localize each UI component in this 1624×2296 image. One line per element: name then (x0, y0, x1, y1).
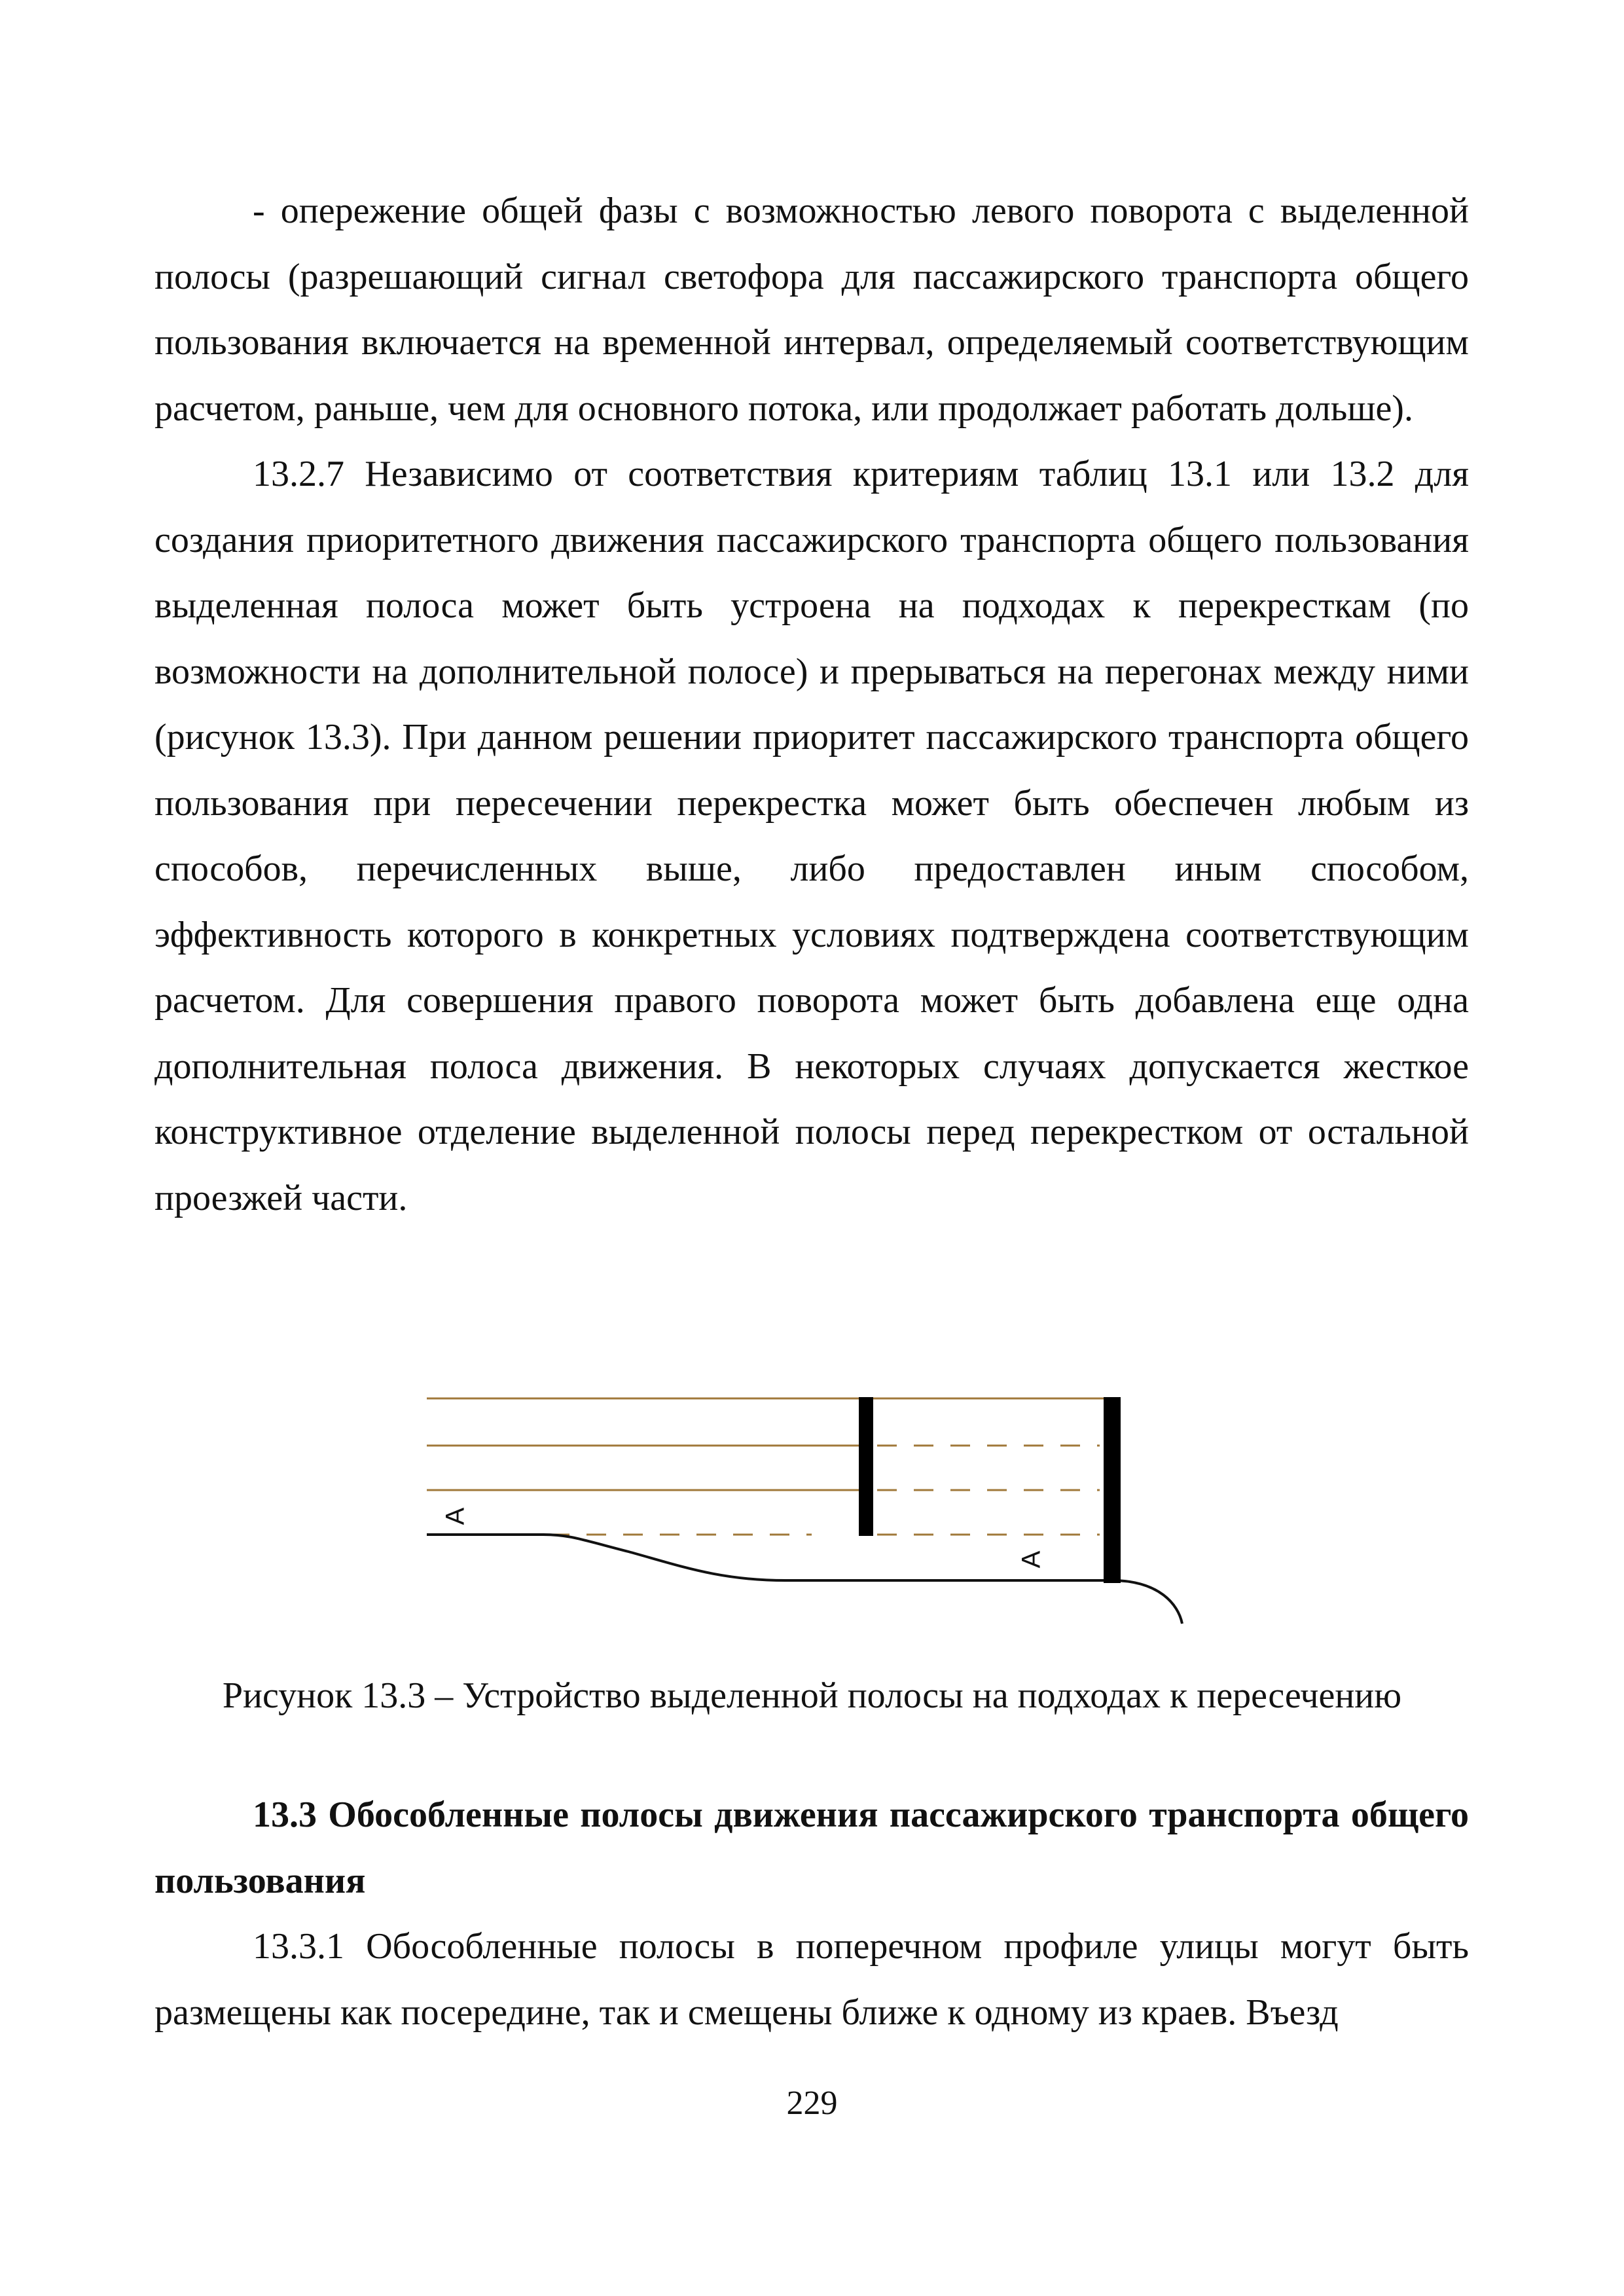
paragraph-13-2-7: 13.2.7 Независимо от соответствия критериям таблиц 13.1 или 13.2 для создания приоритетного движения пассажирского транспорта общего пользования выделенная полоса может быть устроена на подходах к перекресткам (по возможности на дополнительной полосе) и прерываться на перегонах между ними (рисунок 13.3). При данном решении приоритет пассажирского транспорта общего пользования при пересечении перекрестка может быть обеспечен любым из способов, перечисленных выше, либо предоставлен иным способом, эффективность которого в конкретных условиях подтверждена соответствующим расчетом. Для совершения правого поворота может быть добавлена еще одна дополнительная полоса движения. В некоторых случаях допускается жесткое конструктивное отделение выделенной полосы перед перекрестком от остальной проезжей части. (154, 454, 1469, 1218)
paragraph-13-3-1: 13.3.1 Обособленные полосы в поперечном профиле улицы могут быть размещены как посередине, так и смещены ближе к одному из краев. Въезд (154, 1926, 1469, 2033)
text-block-bottom (154, 1782, 1469, 2045)
lane-mark-left: А (441, 1507, 470, 1525)
road-edge (427, 1535, 1182, 1624)
lane-mark-right: А (1017, 1550, 1046, 1569)
paragraph-phase-advance: - опережение общей фазы с возможностью левого поворота с выделенной полосы (разрешающий сигнал светофора для пассажирского транспорта общего пользования включается на временной интервал, определяемый соответствующим расчетом, раньше, чем для основного потока, или продолжает работать дольше). (154, 191, 1469, 429)
figure-caption: Рисунок 13.3 – Устройство выделенной полосы на подходах к пересечению (222, 1675, 1402, 1716)
lane-diagram (419, 1388, 1191, 1637)
text-block-top (154, 178, 1469, 1231)
page-number: 229 (786, 2085, 838, 2122)
stop-bar-bus-lane (859, 1397, 873, 1536)
section-heading-13-3: 13.3 Обособленные полосы движения пассажирского транспорта общего пользования (154, 1795, 1469, 1901)
stop-bar-intersection (1104, 1397, 1121, 1583)
figure-13-3 (419, 1388, 1191, 1637)
